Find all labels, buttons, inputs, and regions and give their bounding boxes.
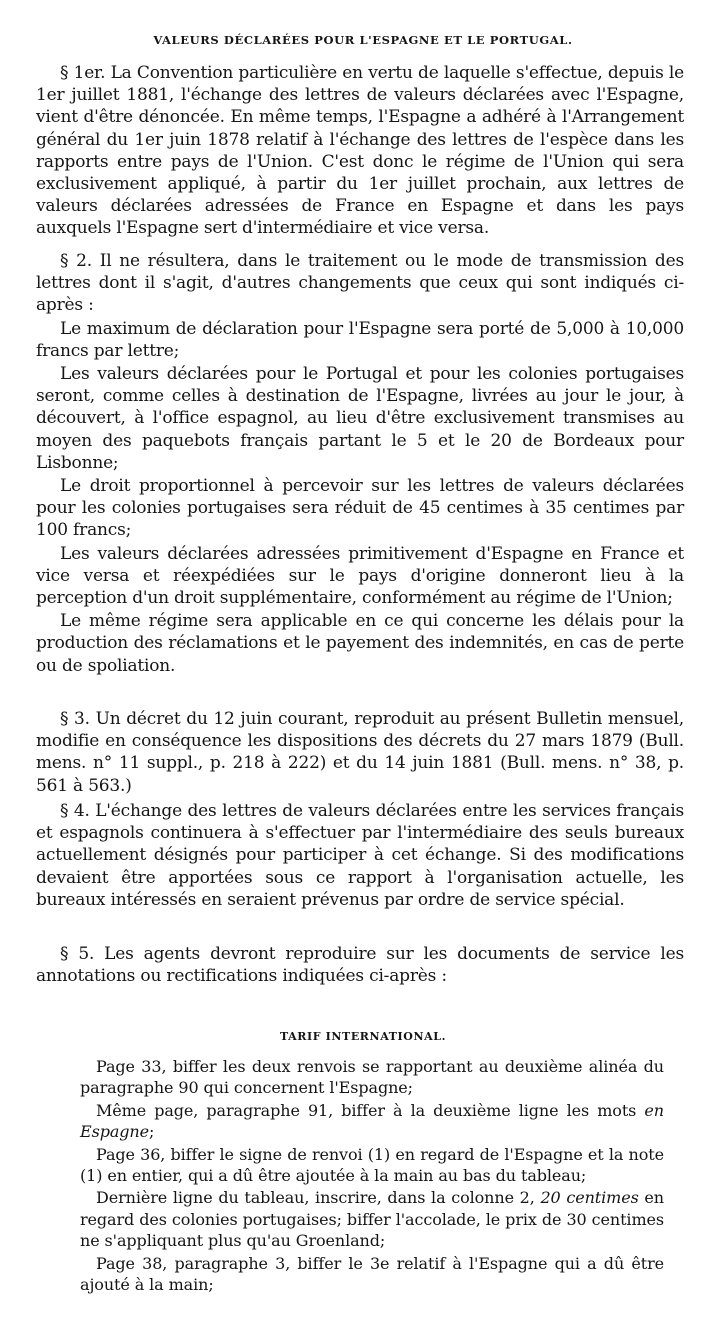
- tarif-item-text: Même page, paragraphe 91, biffer à la deuxième ligne les mots: [96, 1100, 637, 1120]
- section-3: [36, 708, 684, 797]
- page-header: VALEURS DÉCLARÉES POUR L'ESPAGNE ET LE PORTUGAL.: [153, 33, 573, 47]
- section-2-item: Les valeurs déclarées pour le Portugal et pour les colonies portugaises seront, comme celles à destination de l'Espagne, livrées au jour le jour, à découvert, à l'office espagnol, au lieu d'être exclusivement transmises au moyen des paquebots français partant le 5 et le 20 de Bordeaux pour Lisbonne;: [36, 364, 684, 473]
- section-5: [36, 943, 684, 987]
- tarif-item-italic: en Espagne: [80, 1100, 664, 1142]
- tarif-item-text: en regard des colonies portugaises; biffer l'accolade, le prix de 30 centimes ne s'appliquant plus qu'au Groenland;: [80, 1188, 664, 1251]
- tarif-item-italic: 20 centimes: [540, 1188, 639, 1208]
- section-2-item: Le maximum de déclaration pour l'Espagne sera porté de 5,000 à 10,000 francs par lettre;: [36, 318, 684, 361]
- section-2-item: Le droit proportionnel à percevoir sur les lettres de valeurs déclarées pour les colonies portugaises sera réduit de 45 centimes à 35 centimes par 100 francs;: [36, 476, 684, 541]
- section-3-text: § 3. Un décret du 12 juin courant, reproduit au présent Bulletin mensuel, modifie en conséquence les dispositions des décrets du 27 mars 1879 (Bull. mens. n° 11 suppl., p. 218 à 222) et du 14 juin 1881 (Bull. mens. n° 38, p. 561 à 563.): [36, 709, 684, 796]
- tarif-item-text: Dernière ligne du tableau, inscrire, dans la colonne 2,: [96, 1188, 535, 1208]
- tarif-list: [80, 1056, 664, 1295]
- section-4: [36, 800, 684, 911]
- tarif-item: Page 33, biffer les deux renvois se rapportant au deuxième alinéa du paragraphe 90 qui concernent l'Espagne;: [80, 1057, 664, 1098]
- section-1: [36, 62, 684, 240]
- section-2-intro: § 2. Il ne résultera, dans le traitement ou le mode de transmission des lettres dont il s'agit, d'autres changements que ceux qui sont indiqués ci-après :: [36, 251, 684, 316]
- tarif-item: Page 38, paragraphe 3, biffer le 3e relatif à l'Espagne qui a dû être ajouté à la main;: [80, 1253, 664, 1295]
- tarif-item: Page 36, biffer le signe de renvoi (1) en regard de l'Espagne et la note (1) en entier, qui a dû être ajoutée à la main au bas du tableau;: [80, 1144, 664, 1186]
- section-2-item: Les valeurs déclarées adressées primitivement d'Espagne en France et vice versa et réexpédiées sur le pays d'origine donneront lieu à la perception d'un droit supplémentaire, conformément au régime de l'Union;: [36, 543, 684, 609]
- tarif-heading: TARIF INTERNATIONAL.: [279, 1030, 446, 1043]
- tarif-item: [80, 1100, 664, 1143]
- section-2-item: Le même régime sera applicable en ce qui concerne les délais pour la production des réclamations et le payement des indemnités, en cas de perte ou de spoliation.: [36, 611, 684, 676]
- tarif-item-end: ;: [149, 1122, 155, 1142]
- section-4-text: § 4. L'échange des lettres de valeurs déclarées entre les services français et espagnols continuera à s'effectuer par l'intermédiaire des seuls bureaux actuellement désignés pour participer à cet échange. Si des modifications devaient être apportées sous ce rapport à l'organisation actuelle, les bureaux intéressés en seraient prévenus par ordre de service spécial.: [36, 801, 684, 910]
- section-5-text: § 5. Les agents devront reproduire sur les documents de service les annotations ou rectifications indiquées ci-après :: [36, 944, 684, 987]
- section-1-text: § 1er. La Convention particulière en vertu de laquelle s'effectue, depuis le 1er juillet 1881, l'échange des lettres de valeurs déclarées avec l'Espagne, vient d'être dénoncée. En même temps, l'Espagne a adhéré à l'Arrangement général du 1er juin 1878 relatif à l'échange des lettres de l'espèce dans les rapports entre pays de l'Union. C'est donc le régime de l'Union qui sera exclusivement appliqué, à partir du 1er juillet prochain, aux lettres de valeurs déclarées adressées de France en Espagne et dans les pays auxquels l'Espagne sert d'intermédiaire et vice versa.: [36, 63, 684, 239]
- tarif-item: [80, 1187, 664, 1251]
- section-2: [36, 250, 684, 677]
